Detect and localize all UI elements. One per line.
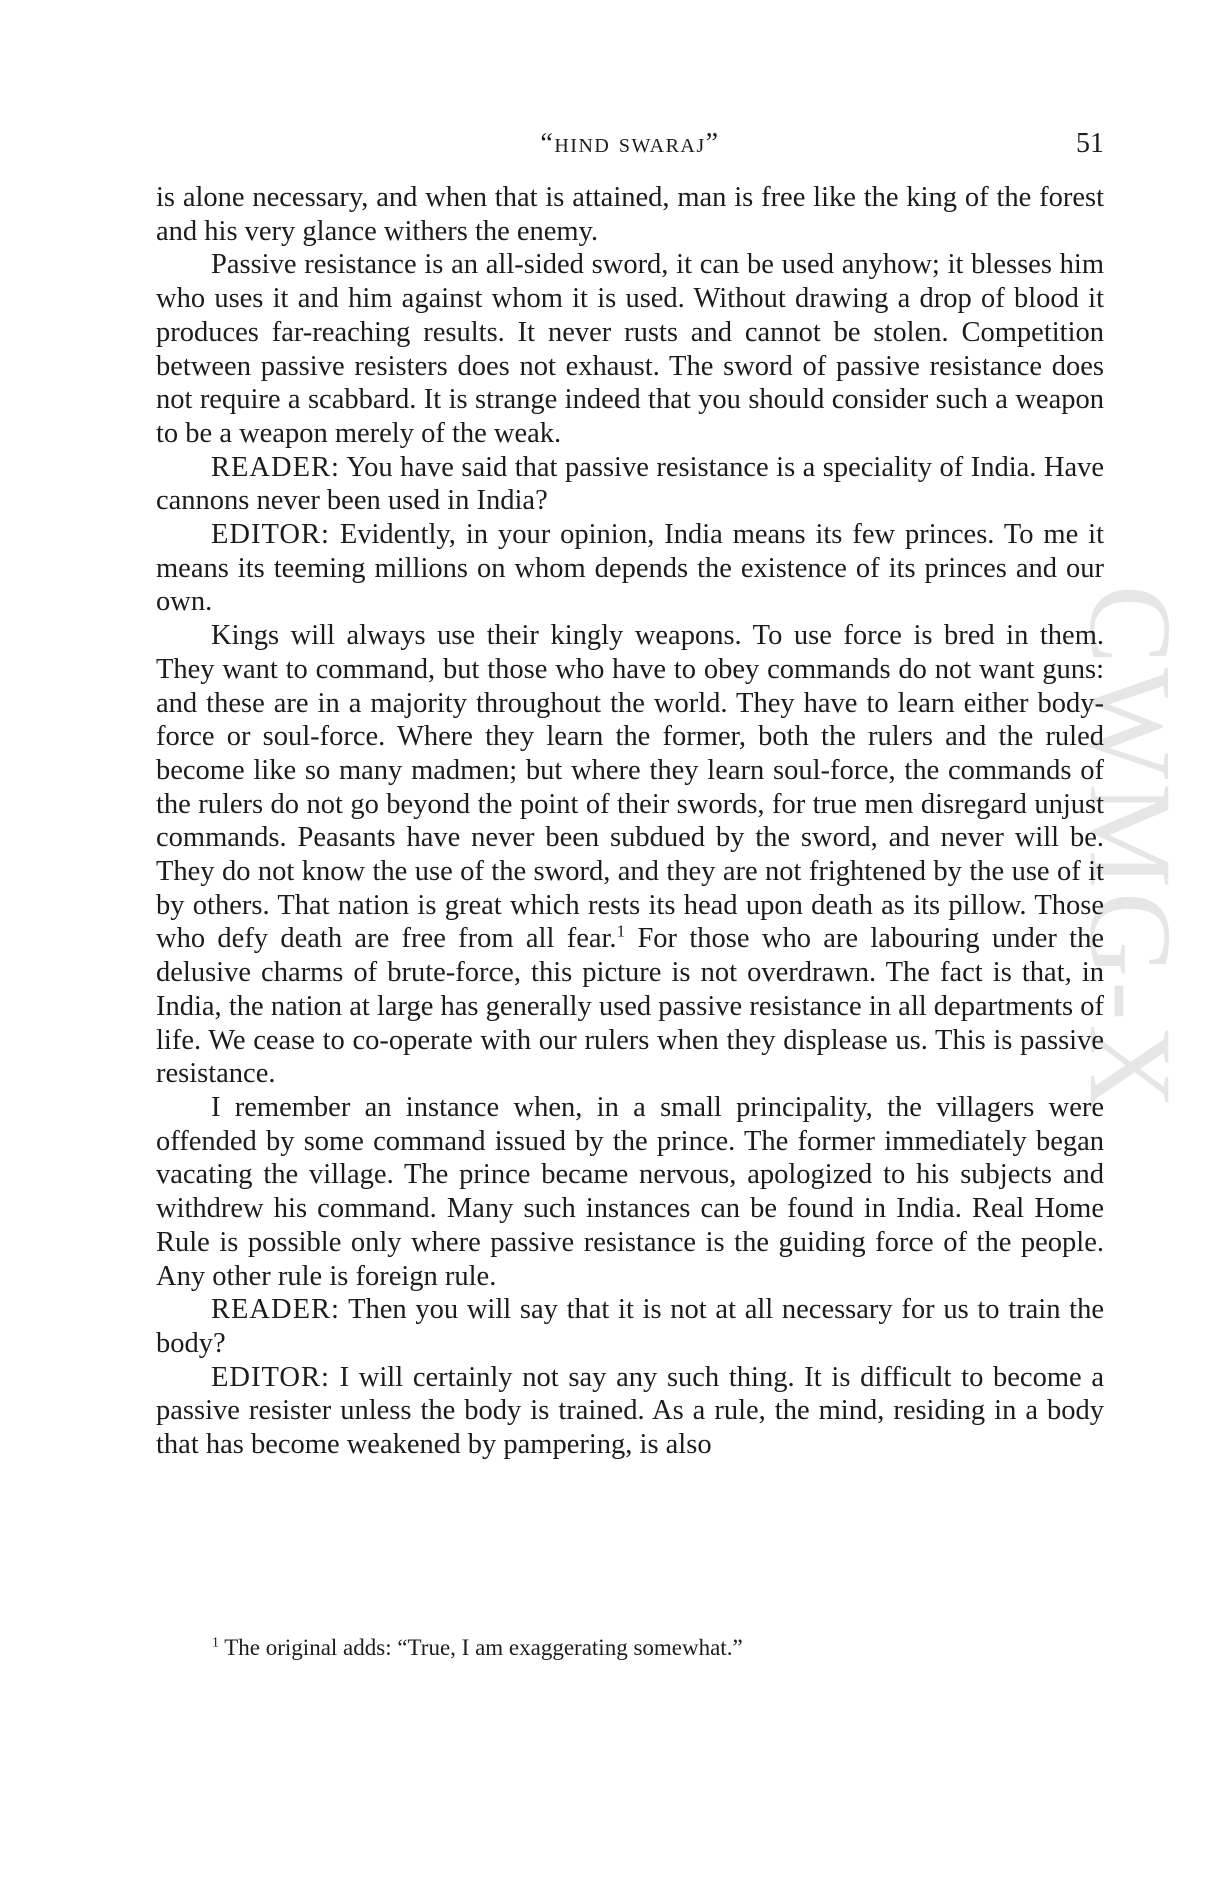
paragraph [156, 619, 1104, 1091]
dialogue-paragraph [156, 518, 1104, 619]
paragraph-text: Evidently, in your opinion, India means its few princes. To me it means its teeming millions on whom depends the existence of its princes and our own. [156, 519, 1104, 618]
page-header [156, 128, 1104, 164]
dialogue-paragraph [156, 451, 1104, 518]
paragraph-text: Then you will say that it is not at all necessary for us to train the body? [156, 1294, 1104, 1359]
speaker-label: EDITOR: [211, 519, 330, 551]
footnote-reference: 1 [616, 921, 626, 941]
paragraph-text: Passive resistance is an all-sided sword, it can be used anyhow; it blesses him who uses it and him against whom it is used. Without drawing a drop of blood it produces far-reaching results. It never rusts and cannot be stolen. Competition between passive resisters does not exhaust. The sword of passive resistance does not require a scabbard. It is strange indeed that you should consider such a weapon to be a weapon merely of the weak. [156, 249, 1104, 449]
paragraph-text: Kings will always use their kingly weapons. To use force is bred in them. They want to command, but those who have to obey commands do not want guns: and these are in a majority throughout the world. They have to learn either body-force or soul-force. Where they learn the former, both the rulers and the ruled become like so many madmen; but where they learn soul-force, the commands of the rulers do not go beyond the point of their swords, for true men disregard unjust commands. Peasants have never been subdued by the sword, and never will be. They do not know the use of the sword, and they are not frightened by the use of it by others. That nation is great which rests its head upon death as its pillow. Those who defy death are free from all fear. [156, 620, 1104, 955]
watermark [1065, 585, 1203, 1305]
running-title: “hind swaraj” [540, 128, 720, 159]
paragraph-text: is alone necessary, and when that is attained, man is free like the king of the forest and his very glance withers the enemy. [156, 182, 1104, 247]
paragraph [156, 181, 1104, 248]
speaker-label: READER: [211, 1294, 340, 1326]
paragraph [156, 1091, 1104, 1293]
paragraph-text: I will certainly not say any such thing. It is difficult to become a passive resister unless the body is trained. As a rule, the mind, residing in a body that has become weakened by pampering, is also [156, 1361, 1104, 1461]
footnote [212, 1634, 1104, 1662]
page-number: 51 [1076, 128, 1104, 159]
paragraph-text: For those who are labouring under the delusive charms of brute-force, this picture is not overdrawn. The fact is that, in India, the nation at large has generally used passive resistance in all departments of life. We cease to co-operate with our rulers when they displease us. This is passive resistance. [156, 923, 1104, 1090]
dialogue-paragraph [156, 1361, 1104, 1462]
speaker-label: EDITOR: [211, 1361, 330, 1393]
dialogue-paragraph [156, 1293, 1104, 1360]
paragraph-text: You have said that passive resistance is a speciality of India. Have cannons never been used in India? [156, 451, 1105, 517]
footnote-mark: 1 [212, 1634, 219, 1650]
footnote-text: The original adds: “True, I am exaggerating somewhat.” [224, 1635, 743, 1660]
watermark-text: CWMG-X [1065, 585, 1196, 1114]
body-text [156, 181, 1104, 1462]
paragraph [156, 248, 1104, 450]
speaker-label: READER: [211, 451, 340, 483]
paragraph-text: I remember an instance when, in a small principality, the villagers were offended by some command issued by the prince. The former immediately began vacating the village. The prince became nervous, apologized to his subjects and withdrew his command. Many such instances can be found in India. Real Home Rule is possible only where passive resistance is the guiding force of the people. Any other rule is foreign rule. [156, 1091, 1104, 1292]
